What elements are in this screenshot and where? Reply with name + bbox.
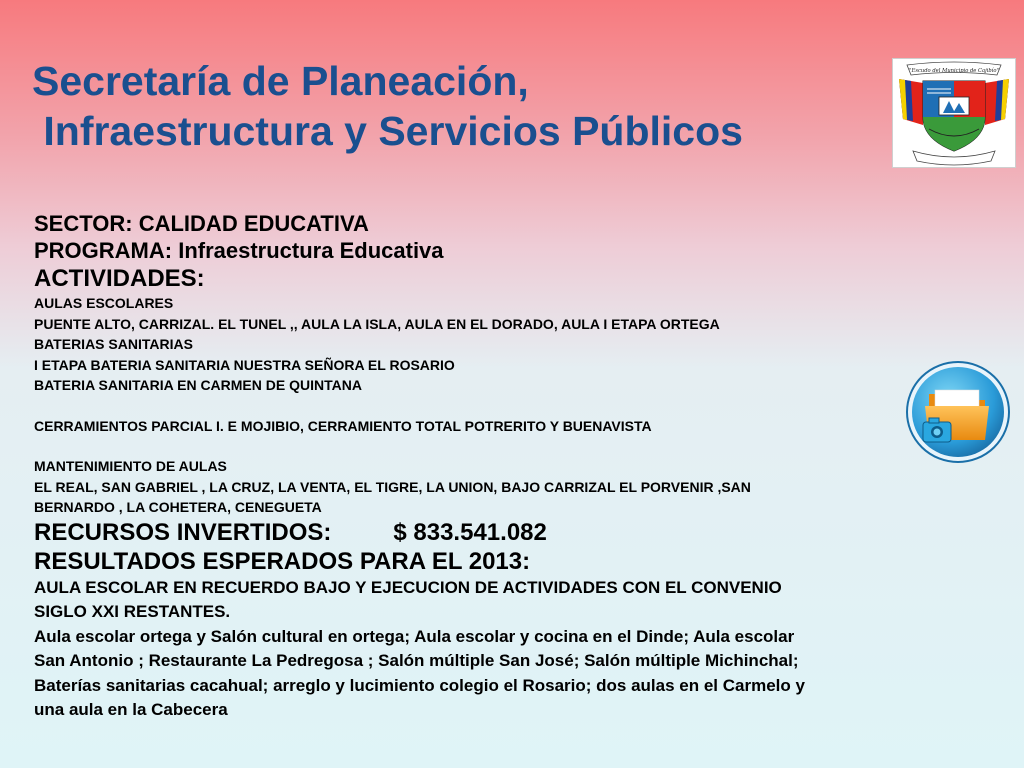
activity-line: BATERIAS SANITARIAS — [34, 336, 193, 352]
resultados-line: AULA ESCOLAR EN RECUERDO BAJO Y EJECUCION DE ACTIVIDADES CON EL CONVENIO — [34, 577, 782, 597]
page-title — [32, 56, 872, 156]
mantenimiento-heading: MANTENIMIENTO DE AULAS — [34, 458, 227, 474]
recursos-row — [34, 518, 934, 547]
recursos-label: RECURSOS INVERTIDOS: — [34, 518, 332, 546]
activity-line: AULAS ESCOLARES — [34, 295, 174, 311]
mantenimiento-line: BERNARDO , LA COHETERA, CENEGUETA — [34, 499, 322, 515]
mantenimiento-line: EL REAL, SAN GABRIEL , LA CRUZ, LA VENTA, EL TIGRE, LA UNION, BAJO CARRIZAL EL PORVENIR ,SAN — [34, 478, 751, 495]
programa-heading: PROGRAMA: Infraestructura Educativa — [34, 238, 444, 263]
activity-line: I ETAPA BATERIA SANITARIA NUESTRA SEÑORA EL ROSARIO — [34, 356, 455, 373]
activity-line: BATERIA SANITARIA EN CARMEN DE QUINTANA — [34, 377, 362, 393]
municipal-shield-logo — [892, 58, 1016, 168]
title-line-1: Secretaría de Planeación, — [32, 58, 529, 104]
final-line: una aula en la Cabecera — [34, 700, 228, 719]
recursos-amount: $ 833.541.082 — [393, 518, 547, 546]
final-line: Aula escolar ortega y Salón cultural en ortega; Aula escolar y cocina en el Dinde; Aula escolar — [34, 626, 795, 646]
title-line-2: Infraestructura y Servicios Públicos — [32, 108, 743, 154]
resultados-heading: RESULTADOS ESPERADOS PARA EL 2013: — [34, 547, 531, 575]
actividades-heading: ACTIVIDADES: — [34, 265, 205, 292]
shield-icon — [893, 59, 1015, 167]
final-line: Baterías sanitarias cacahual; arreglo y lucimiento colegio el Rosario; dos aulas en el Carmelo y — [34, 675, 805, 695]
activity-line: PUENTE ALTO, CARRIZAL. EL TUNEL ,, AULA LA ISLA, AULA EN EL DORADO, AULA I ETAPA ORTEGA — [34, 315, 720, 332]
sector-heading: SECTOR: CALIDAD EDUCATIVA — [34, 211, 369, 236]
logo-motto: "Escudo del Municipio de Cajibío" — [909, 68, 999, 74]
resultados-line: SIGLO XXI RESTANTES. — [34, 602, 231, 621]
final-line: San Antonio ; Restaurante La Pedregosa ; Salón múltiple San José; Salón múltiple Michinchal; — [34, 651, 799, 670]
content-body — [34, 210, 934, 723]
cerramientos-line: CERRAMIENTOS PARCIAL I. E MOJIBIO, CERRAMIENTO TOTAL POTRERITO Y BUENAVISTA — [34, 417, 652, 434]
